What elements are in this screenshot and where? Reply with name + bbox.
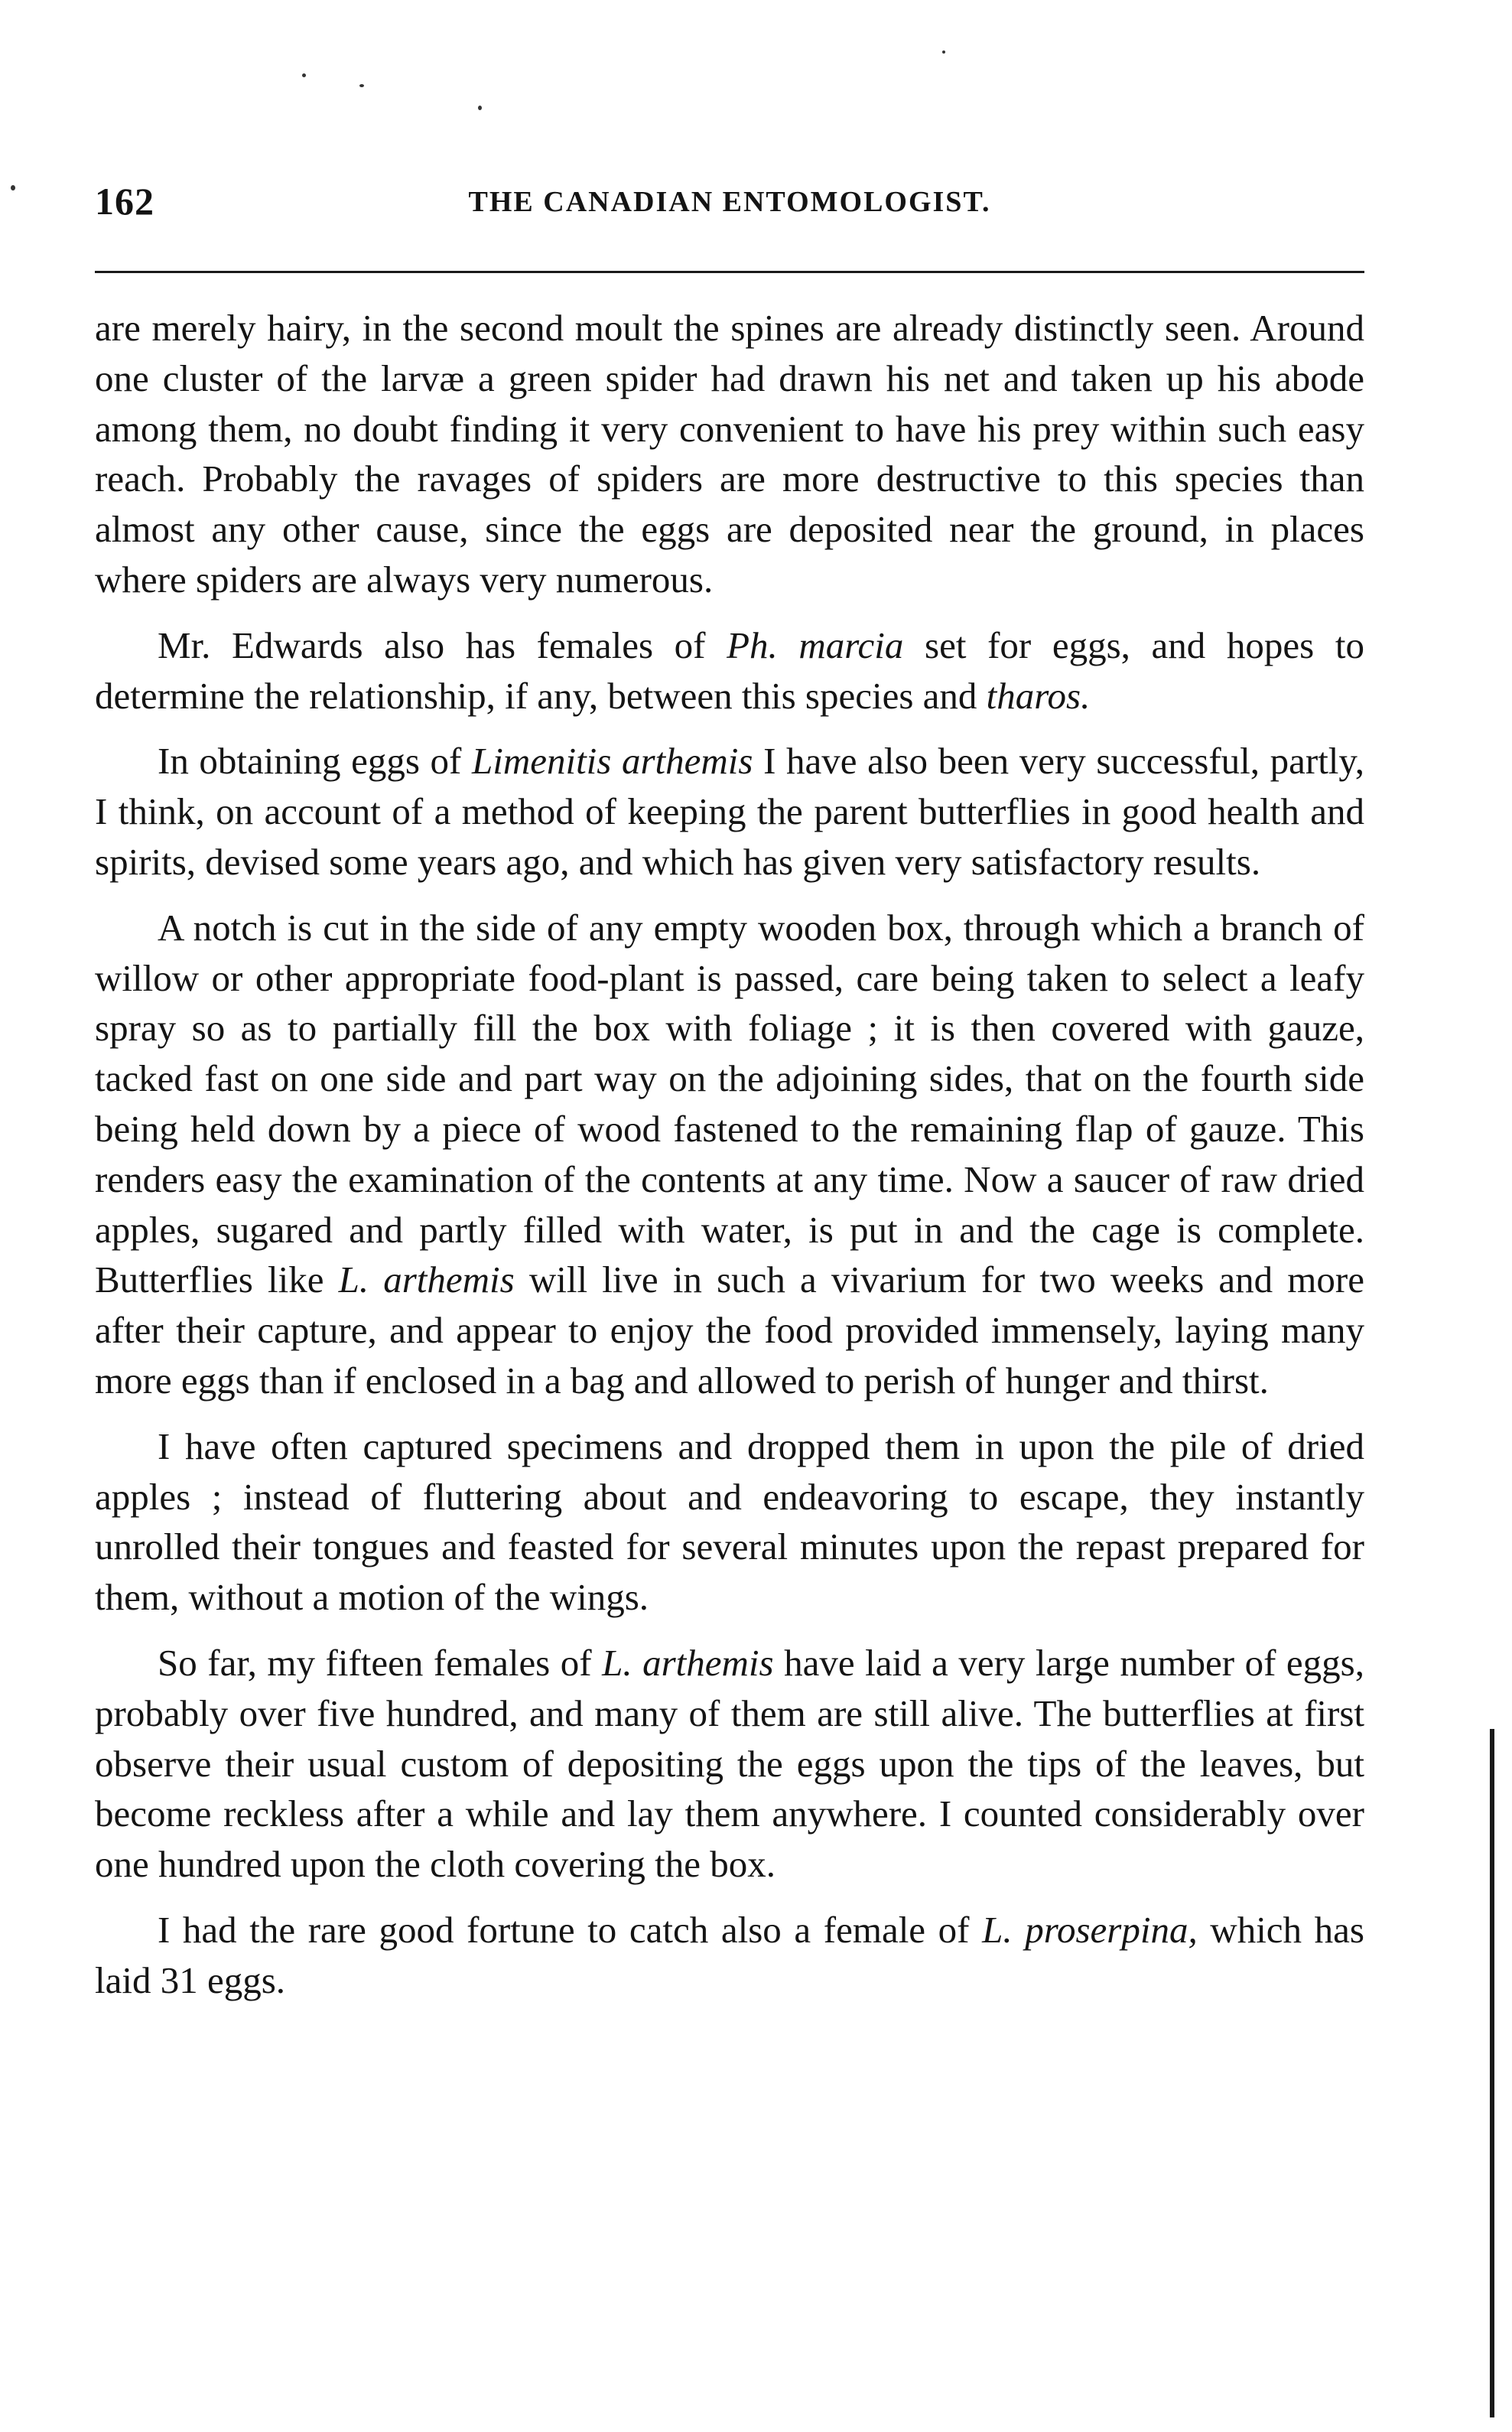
- italic-taxon-name: Ph. marcia: [727, 623, 904, 666]
- paragraph: [95, 1638, 1364, 1890]
- scan-speck: [478, 106, 482, 110]
- scan-speck: [11, 185, 15, 190]
- text-fragment: Mr. Edwards also has females of: [158, 623, 727, 666]
- page-header: [95, 168, 1364, 230]
- scan-speck: [942, 50, 945, 54]
- text-fragment: I have also been very successful, partly, I think, on account of a method of keeping the parent butterflies in good health and spirits, devised some years ago, and which has given very satisfactory results.: [95, 740, 1364, 883]
- paragraph: [95, 1421, 1364, 1623]
- italic-taxon-name: L. arthemis: [338, 1258, 515, 1301]
- text-fragment: In obtaining eggs of: [158, 740, 472, 783]
- scan-margin-edge: [1490, 1729, 1494, 2417]
- italic-taxon-name: Limenitis arthemis: [471, 740, 753, 783]
- text-fragment: set for eggs, and hopes to determine the relationship, if any, between this species and: [95, 623, 1364, 717]
- header-rule: [95, 271, 1364, 273]
- running-title: THE CANADIAN ENTOMOLOGIST.: [468, 186, 991, 218]
- text-fragment: which has laid 31 eggs.: [95, 1908, 1364, 2001]
- paragraph: [95, 620, 1364, 721]
- text-fragment: I have often captured specimens and dropped them in upon the pile of dried apples ; instead of fluttering about and endeavoring to escape, they instantly unrolled their tongues and feasted for several minutes upon the repast prepared for them, without a motion of the wings.: [95, 1424, 1364, 1619]
- text-fragment: will live in such a vivarium for two weeks and more after their capture, and appear to enjoy the food provided immensely, laying many more eggs than if enclosed in a bag and allowed to perish of hunger and thirst.: [95, 1258, 1364, 1402]
- paragraph: [95, 1905, 1364, 2006]
- text-fragment: have laid a very large number of eggs, probably over five hundred, and many of them are still alive. The butterflies at first observe their usual custom of depositing the eggs upon the tips of the leaves, but become reckless after a while and lay them anywhere. I counted considerably over one hundred upon the cloth covering the box.: [95, 1641, 1364, 1886]
- text-fragment: I had the rare good fortune to catch also a female of: [158, 1908, 983, 1951]
- italic-taxon-name: tharos.: [986, 674, 1091, 717]
- text-fragment: A notch is cut in the side of any empty wooden box, through which a branch of willow or other appropriate food-plant is passed, care being taken to select a leafy spray so as to partially fill the box with foliage ; it is then covered with gauze, tacked fast on one side and part way on the adjoining sides, that on the fourth side being held down by a piece of wood fastened to the remaining flap of gauze. This renders easy the examination of the contents at any time. Now a saucer of raw dried apples, sugared and partly filled with water, is put in and the cage is complete. Butterflies like: [95, 906, 1364, 1301]
- page-number: 162: [95, 180, 154, 223]
- italic-taxon-name: L. proserpina,: [982, 1908, 1198, 1951]
- paragraph: [95, 903, 1364, 1406]
- text-fragment: are merely hairy, in the second moult the spines are already distinctly seen. Around one cluster of the larvæ a green spider had drawn his net and taken up his abode among them, no doubt finding it very convenient to have his prey within such easy reach. Probably the ravages of spiders are more destructive to this species than almost any other cause, since the eggs are deposited near the ground, in places where spiders are always very numerous.: [95, 307, 1364, 601]
- paragraph: [95, 736, 1364, 887]
- paragraph: [95, 303, 1364, 605]
- article-body: [95, 303, 1364, 2006]
- document-page: [95, 168, 1364, 2001]
- text-fragment: So far, my fifteen females of: [158, 1641, 603, 1684]
- scan-speck: [359, 84, 364, 87]
- scan-speck: [302, 73, 306, 77]
- italic-taxon-name: L. arthemis: [602, 1641, 774, 1684]
